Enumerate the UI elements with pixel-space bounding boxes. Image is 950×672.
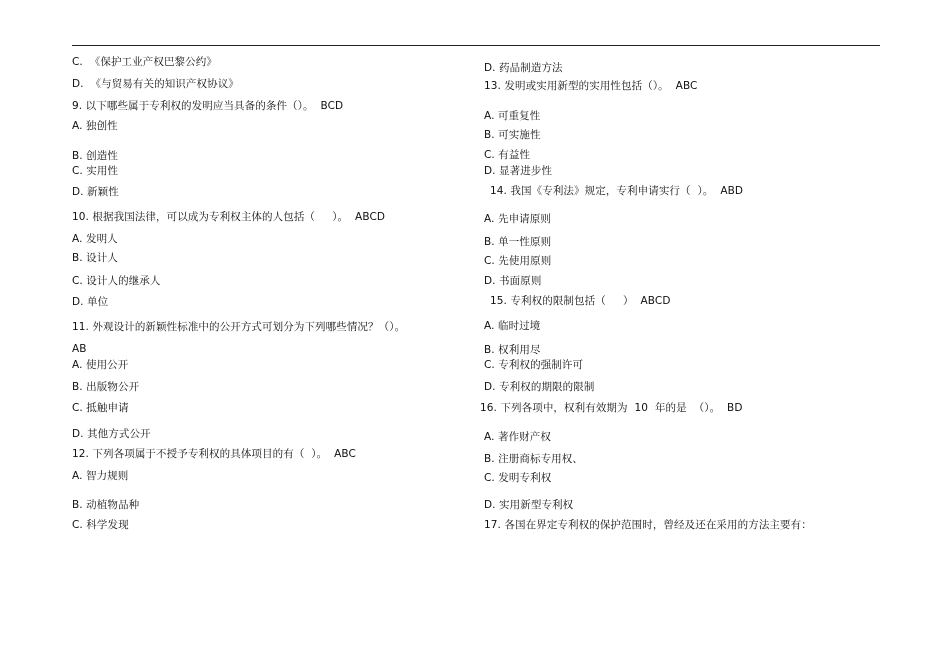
q15-option-a: A. 临时过境 — [484, 320, 541, 332]
q11-option-a: A. 使用公开 — [72, 359, 129, 371]
q15-option-d: D. 专利权的期限的限制 — [484, 381, 595, 393]
q16-option-b: B. 注册商标专用权、 — [484, 453, 583, 465]
q14-option-b: B. 单一性原则 — [484, 236, 552, 248]
q9-option-b: B. 创造性 — [72, 150, 118, 162]
q14-option-a: A. 先申请原则 — [484, 213, 551, 225]
q16-option-a: A. 著作财产权 — [484, 431, 551, 443]
q11-option-d: D. 其他方式公开 — [72, 428, 151, 440]
q16-option-d: D. 实用新型专利权 — [484, 499, 574, 511]
question-13: 13. 发明或实用新型的实用性包括（）。 ABC — [484, 80, 698, 92]
q12-option-d: D. 药品制造方法 — [484, 62, 563, 74]
q10-option-c: C. 设计人的继承人 — [72, 275, 161, 287]
q14-option-c: C. 先使用原则 — [484, 255, 552, 267]
question-16: 16. 下列各项中，权利有效期为 10 年的是 （）。 BD — [480, 402, 743, 414]
q13-option-a: A. 可重复性 — [484, 110, 541, 122]
q10-option-b: B. 设计人 — [72, 252, 118, 264]
q13-option-b: B. 可实施性 — [484, 129, 541, 141]
q9-option-d: D. 新颖性 — [72, 186, 119, 198]
question-11: 11. 外观设计的新颖性标准中的公开方式可划分为下列哪些情况？（）。 — [72, 321, 406, 333]
q15-option-b: B. 权利用尽 — [484, 344, 541, 356]
q10-option-d: D. 单位 — [72, 296, 109, 308]
q13-option-d: D. 显著进步性 — [484, 165, 553, 177]
question-10: 10. 根据我国法律，可以成为专利权主体的人包括（ ）。 ABCD — [72, 211, 386, 223]
header-rule — [72, 45, 880, 46]
q12-option-b: B. 动植物品种 — [72, 499, 140, 511]
q14-option-d: D. 书面原则 — [484, 275, 542, 287]
question-12: 12. 下列各项属于不授予专利权的具体项目的有（ ）。 ABC — [72, 448, 356, 460]
q10-option-a: A. 发明人 — [72, 233, 118, 245]
q11-option-b: B. 出版物公开 — [72, 381, 140, 393]
q12-option-a: A. 智力规则 — [72, 470, 129, 482]
question-14: 14. 我国《专利法》规定，专利申请实行（ ）。 ABD — [490, 185, 744, 197]
question-17: 17. 各国在界定专利权的保护范围时，曾经及还在采用的方法主要有： — [484, 519, 812, 531]
q16-option-c: C. 发明专利权 — [484, 472, 552, 484]
question-9: 9. 以下哪些属于专利权的发明应当具备的条件（）。 BCD — [72, 100, 344, 112]
q11-option-c: C. 抵触申请 — [72, 402, 129, 414]
option-d-trips-agreement: D. 《与贸易有关的知识产权协议》 — [72, 78, 239, 90]
q9-option-c: C. 实用性 — [72, 165, 119, 177]
q9-option-a: A. 独创性 — [72, 120, 118, 132]
q13-option-c: C. 有益性 — [484, 149, 531, 161]
q12-option-c: C. 科学发现 — [72, 519, 129, 531]
option-c-paris-convention: C. 《保护工业产权巴黎公约》 — [72, 56, 217, 68]
question-15: 15. 专利权的限制包括（ ） ABCD — [490, 295, 671, 307]
q11-answer: AB — [72, 343, 87, 355]
q15-option-c: C. 专利权的强制许可 — [484, 359, 584, 371]
